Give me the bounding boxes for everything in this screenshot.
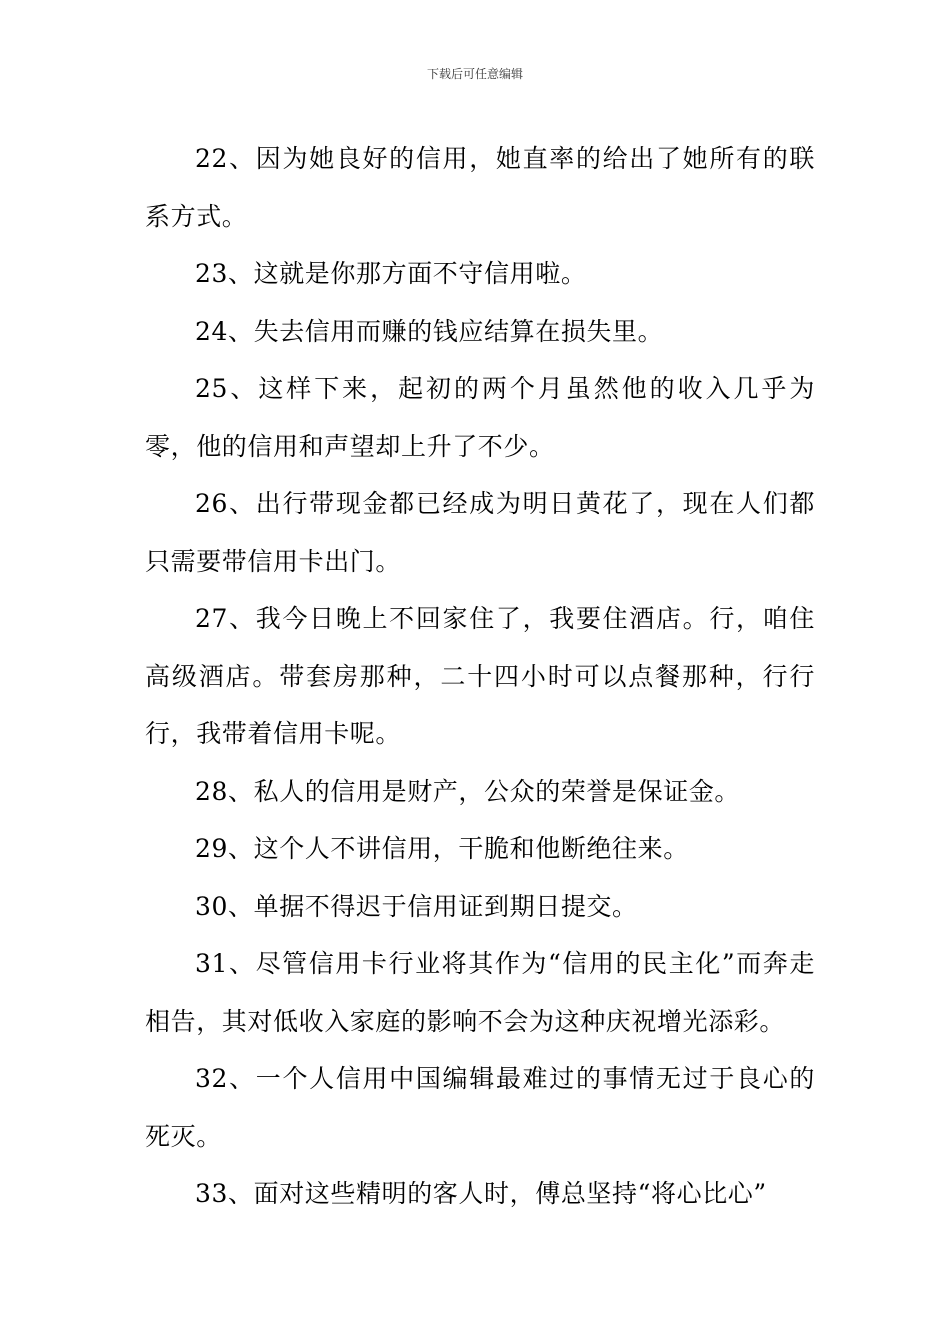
document-body [145,130,815,1223]
paragraph-23: 23、这就是你那方面不守信用啦。 [195,259,587,288]
paragraph-22: 22、因为她良好的信用，她直率的给出了她所有的联系方式。 [145,144,815,231]
page-header: 下载后可任意编辑 [426,67,523,81]
paragraph-32: 32、一个人信用中国编辑最难过的事情无过于良心的死灭。 [145,1064,815,1151]
paragraph-26: 26、出行带现金都已经成为明日黄花了，现在人们都只需要带信用卡出门。 [145,489,815,576]
paragraph-30: 30、单据不得迟于信用证到期日提交。 [195,891,638,921]
paragraph-27: 27、我今日晚上不回家住了，我要住酒店。行，咱住高级酒店。带套房那种，二十四小时可以点餐那种，行行行，我带着信用卡呢。 [145,604,815,748]
paragraph-29: 29、这个人不讲信用，干脆和他断绝往来。 [195,834,689,863]
paragraph-31: 31、尽管信用卡行业将其作为“信用的民主化”而奔走相告，其对低收入家庭的影响不会为这种庆祝增光添彩。 [145,949,815,1036]
paragraph-24: 24、失去信用而赚的钱应结算在损失里。 [195,316,664,346]
paragraph-33: 33、面对这些精明的客人时，傅总坚持“将心比心” [195,1179,767,1208]
paragraph-25: 25、这样下来，起初的两个月虽然他的收入几乎为零，他的信用和声望却上升了不少。 [145,374,815,461]
paragraph-28: 28、私人的信用是财产，公众的荣誉是保证金。 [195,776,741,806]
